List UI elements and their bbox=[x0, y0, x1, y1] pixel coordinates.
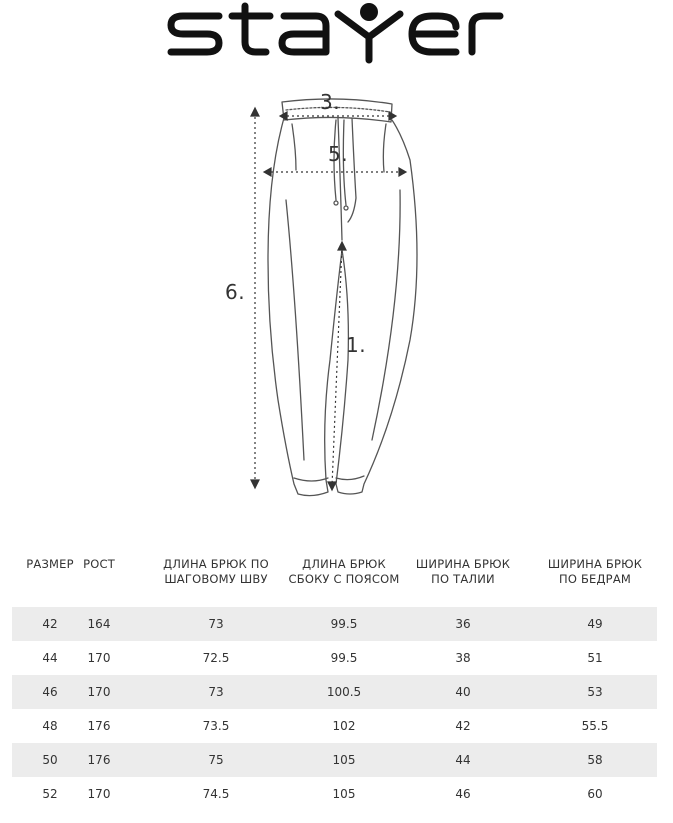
cell-inseam-length: 72.5 bbox=[202, 651, 230, 665]
cell-height: 176 bbox=[87, 753, 111, 767]
cell-size: 52 bbox=[42, 787, 58, 801]
table-row bbox=[12, 607, 657, 641]
table-row bbox=[12, 641, 657, 675]
cell-inseam-length: 75 bbox=[208, 753, 224, 767]
cell-height: 170 bbox=[87, 787, 111, 801]
cell-side-length: 99.5 bbox=[330, 651, 358, 665]
cell-height: 170 bbox=[87, 651, 111, 665]
table-row bbox=[12, 777, 657, 811]
arrow-hips-left bbox=[264, 168, 271, 176]
cell-hips-width: 51 bbox=[587, 651, 603, 665]
cell-size: 46 bbox=[42, 685, 58, 699]
cell-inseam-length: 73.5 bbox=[202, 719, 230, 733]
cell-side-length: 105 bbox=[332, 753, 356, 767]
cell-height: 164 bbox=[87, 617, 111, 631]
cell-inseam-length: 74.5 bbox=[202, 787, 230, 801]
arrow-inseam-top bbox=[338, 242, 346, 250]
cell-waist-width: 46 bbox=[455, 787, 471, 801]
cell-size: 42 bbox=[42, 617, 58, 631]
header-inseam-length: ДЛИНА БРЮК ПО ШАГОВОМУ ШВУ bbox=[163, 557, 269, 586]
table-row bbox=[12, 709, 657, 743]
cell-inseam-length: 73 bbox=[208, 685, 224, 699]
table-body bbox=[12, 607, 657, 811]
cell-side-length: 105 bbox=[332, 787, 356, 801]
cell-hips-width: 58 bbox=[587, 753, 603, 767]
cell-inseam-length: 73 bbox=[208, 617, 224, 631]
header-waist-width: ШИРИНА БРЮК ПО ТАЛИИ bbox=[415, 557, 511, 586]
cell-waist-width: 44 bbox=[455, 753, 471, 767]
cell-side-length: 100.5 bbox=[326, 685, 362, 699]
table-row bbox=[12, 743, 657, 777]
arrow-hips-right bbox=[399, 168, 406, 176]
logo-dot bbox=[360, 3, 378, 21]
header-height: РОСТ bbox=[83, 557, 115, 571]
cell-waist-width: 42 bbox=[455, 719, 471, 733]
cell-hips-width: 53 bbox=[587, 685, 603, 699]
arrow-side-top bbox=[251, 108, 259, 116]
arrow-waist-right bbox=[389, 112, 396, 120]
cell-size: 50 bbox=[42, 753, 58, 767]
cell-waist-width: 40 bbox=[455, 685, 471, 699]
cell-height: 176 bbox=[87, 719, 111, 733]
brand-logo bbox=[0, 0, 673, 70]
label-inseam-measure: 1. bbox=[346, 333, 367, 357]
cell-waist-width: 38 bbox=[455, 651, 471, 665]
cell-size: 44 bbox=[42, 651, 58, 665]
cell-hips-width: 55.5 bbox=[581, 719, 609, 733]
label-side-length-measure: 6. bbox=[225, 280, 246, 304]
cell-height: 170 bbox=[87, 685, 111, 699]
cell-side-length: 102 bbox=[332, 719, 356, 733]
label-waist-measure: 3. bbox=[320, 90, 341, 114]
header-hips-width: ШИРИНА БРЮК ПО БЕДРАМ bbox=[547, 557, 643, 586]
arrow-inseam-bottom bbox=[328, 482, 336, 490]
cell-waist-width: 36 bbox=[455, 617, 471, 631]
cell-size: 48 bbox=[42, 719, 58, 733]
size-table bbox=[12, 555, 657, 811]
cell-hips-width: 60 bbox=[587, 787, 603, 801]
table-header bbox=[12, 555, 657, 607]
header-size: РАЗМЕР bbox=[26, 557, 74, 571]
cell-side-length: 99.5 bbox=[330, 617, 358, 631]
arrow-side-bottom bbox=[251, 480, 259, 488]
label-hips-measure: 5. bbox=[328, 142, 349, 166]
cell-hips-width: 49 bbox=[587, 617, 603, 631]
header-side-length: ДЛИНА БРЮК СБОКУ С ПОЯСОМ bbox=[288, 557, 400, 586]
table-row bbox=[12, 675, 657, 709]
